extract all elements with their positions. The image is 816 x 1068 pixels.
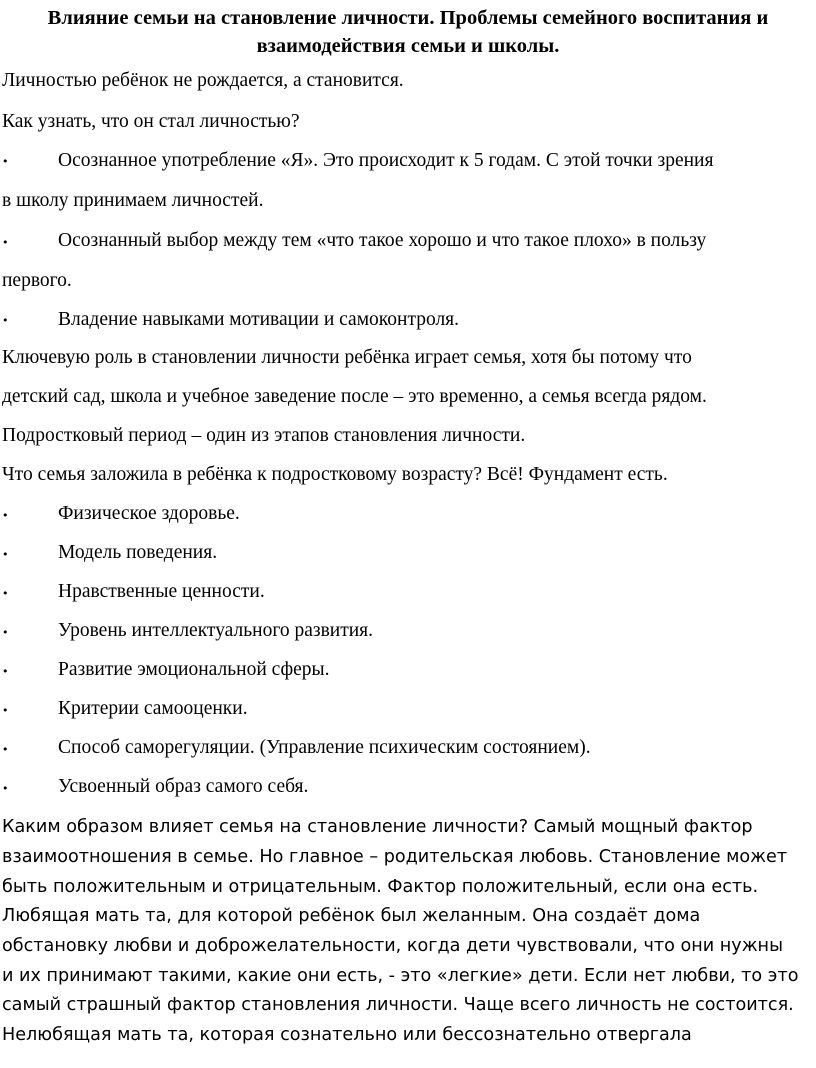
closing-line-3: быть положительным и отрицательным. Фактор положительный, если она есть.	[2, 877, 759, 897]
criteria-item-2-line-1: Осознанный выбор между тем «что такое хорошо и что такое плохо» в пользу	[58, 230, 707, 251]
foundation-item-8: Усвоенный образ самого себя.	[58, 776, 309, 797]
bullet-icon: •	[2, 587, 9, 600]
middle-line-3: Подростковый период – один из этапов становления личности.	[2, 425, 526, 446]
closing-line-5: обстановку любви и доброжелательности, когда дети чувствовали, что они нужны	[2, 936, 783, 956]
bullet-icon: •	[2, 155, 9, 168]
closing-line-8: Нелюбящая мать та, которая сознательно или бессознательно отвергала	[2, 1025, 692, 1045]
criteria-item-1-line-2: в школу принимаем личностей.	[2, 190, 264, 211]
bullet-icon: •	[2, 236, 9, 249]
criteria-item-1-line-1: Осознанное употребление «Я». Это происходит к 5 годам. С этой точки зрения	[58, 150, 714, 171]
foundation-item-3: Нравственные ценности.	[58, 581, 265, 602]
middle-line-2: детский сад, школа и учебное заведение после – это временно, а семья всегда рядом.	[2, 386, 707, 407]
foundation-item-5: Развитие эмоциональной сферы.	[58, 659, 330, 680]
bullet-icon: •	[2, 665, 9, 678]
foundation-item-6: Критерии самооценки.	[58, 698, 248, 719]
criteria-item-3: Владение навыками мотивации и самоконтроля.	[58, 309, 460, 330]
closing-line-7: самый страшный фактор становления личности. Чаще всего личность не состоится.	[2, 995, 794, 1015]
bullet-icon: •	[2, 782, 9, 795]
middle-line-4: Что семья заложила в ребёнка к подростковому возрасту? Всё! Фундамент есть.	[2, 464, 668, 485]
criteria-item-2-line-2: первого.	[2, 270, 72, 291]
document-title	[0, 4, 816, 60]
closing-line-6: и их принимают такими, какие они есть, - это «легкие» дети. Если нет любви, то это	[2, 966, 799, 986]
bullet-icon: •	[2, 704, 9, 717]
foundation-item-2: Модель поведения.	[58, 542, 218, 563]
bullet-icon: •	[2, 509, 9, 522]
intro-paragraph-2: Как узнать, что он стал личностью?	[2, 111, 300, 132]
middle-line-1: Ключевую роль в становлении личности ребёнка играет семья, хотя бы потому что	[2, 347, 692, 368]
title-line-1: Влияние семьи на становление личности. Проблемы семейного воспитания и	[47, 7, 769, 29]
foundation-item-4: Уровень интеллектуального развития.	[58, 620, 374, 641]
title-line-2: взаимодействия семьи и школы.	[256, 35, 560, 57]
bullet-icon: •	[2, 314, 9, 327]
bullet-icon: •	[2, 626, 9, 639]
foundation-item-7: Способ саморегуляции. (Управление психическим состоянием).	[58, 737, 591, 758]
closing-line-4: Любящая мать та, для которой ребёнок был желанным. Она создаёт дома	[2, 906, 701, 926]
foundation-item-1: Физическое здоровье.	[58, 503, 240, 524]
closing-line-2: взаимоотношения в семье. Но главное – родительская любовь. Становление может	[2, 847, 788, 867]
bullet-icon: •	[2, 548, 9, 561]
closing-line-1: Каким образом влияет семья на становление личности? Самый мощный фактор	[2, 817, 753, 837]
intro-paragraph-1: Личностью ребёнок не рождается, а становится.	[2, 70, 404, 91]
bullet-icon: •	[2, 743, 9, 756]
